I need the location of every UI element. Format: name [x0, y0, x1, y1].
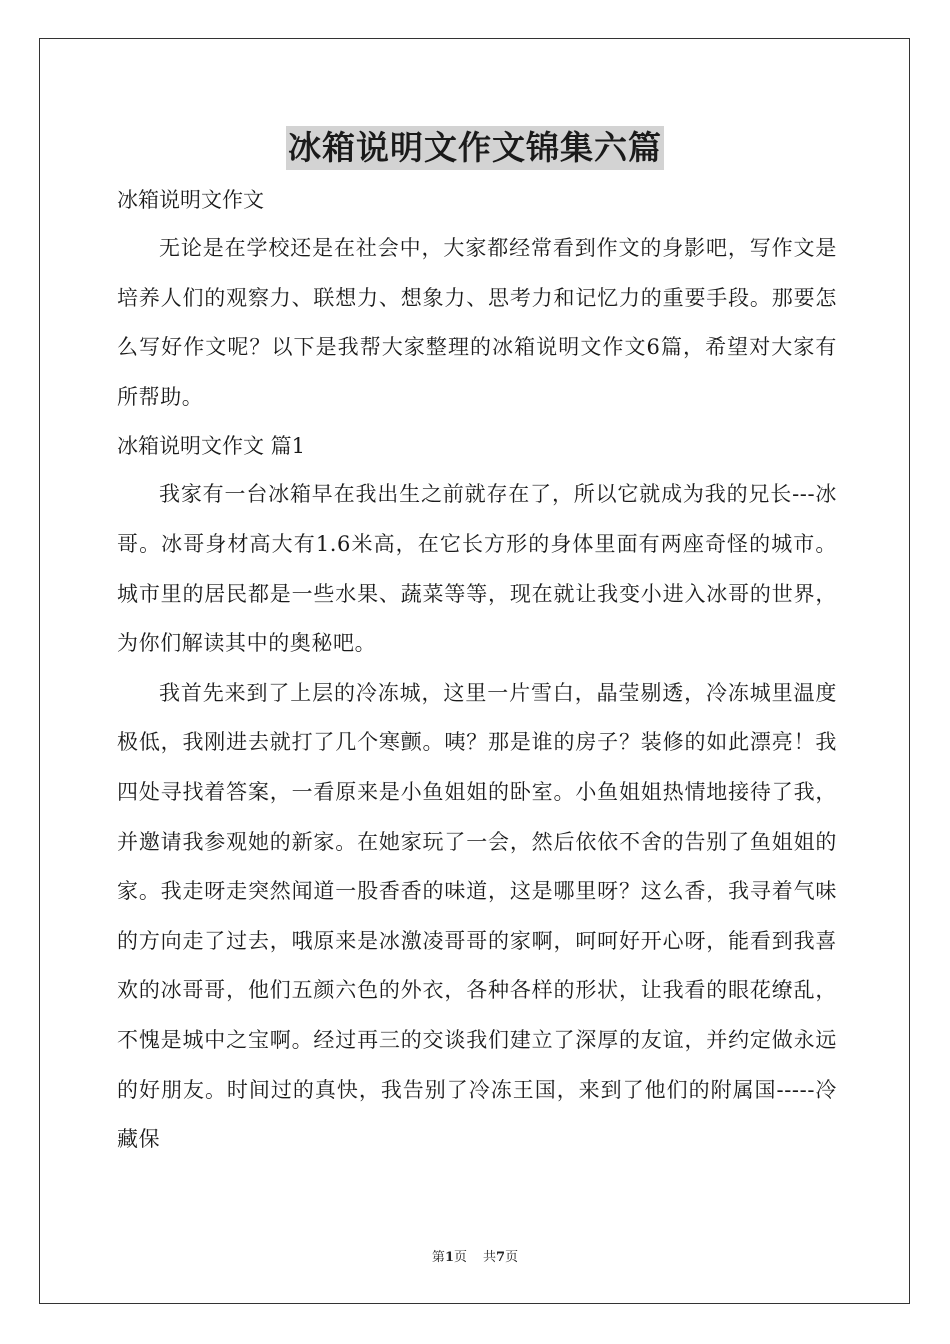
total-prefix: 共: [483, 1250, 497, 1265]
total-pages: 7: [496, 1250, 506, 1265]
intro-paragraph: 无论是在学校还是在社会中，大家都经常看到作文的身影吧，写作文是培养人们的观察力、联想力、想象力、思考力和记忆力的重要手段。那要怎么写好作文呢？以下是我帮大家整理的冰箱说明文作文6篇，希望对大家有所帮助。: [117, 236, 837, 409]
intro-heading: 冰箱说明文作文: [117, 188, 264, 212]
total-suffix: 页: [505, 1250, 519, 1265]
title-container: [0, 126, 950, 170]
document-body: [117, 176, 837, 1165]
section-paragraph: 我首先来到了上层的冷冻城，这里一片雪白，晶莹剔透，冷冻城里温度极低，我刚进去就打了几个寒颤。咦？那是谁的房子？装修的如此漂亮！我四处寻找着答案，一看原来是小鱼姐姐的卧室。小鱼姐姐热情地接待了我，并邀请我参观她的新家。在她家玩了一会，然后依依不舍的告别了鱼姐姐的家。我走呀走突然闻道一股香香的味道，这是哪里呀？这么香，我寻着气味的方向走了过去，哦原来是冰激凌哥哥的家啊，呵呵好开心呀，能看到我喜欢的冰哥哥，他们五颜六色的外衣，各种各样的形状，让我看的眼花缭乱，不愧是城中之宝啊。经过再三的交谈我们建立了深厚的友谊，并约定做永远的好朋友。时间过的真快，我告别了冷冻王国，来到了他们的附属国-----冷藏保: [117, 680, 837, 1152]
section-heading: 冰箱说明文作文 篇1: [117, 434, 306, 459]
page-footer: [0, 1246, 950, 1265]
page-suffix: 页: [453, 1250, 467, 1265]
page-number: 1: [444, 1250, 454, 1265]
section-paragraph: 我家有一台冰箱早在我出生之前就存在了，所以它就成为我的兄长---冰哥。冰哥身材高大有1.6米高，在它长方形的身体里面有两座奇怪的城市。城市里的居民都是一些水果、蔬菜等等，现在就让我变小进入冰哥的世界，为你们解读其中的奥秘吧。: [117, 482, 837, 656]
document-title: 冰箱说明文作文锦集六篇: [286, 126, 664, 170]
page-prefix: 第: [431, 1250, 445, 1265]
